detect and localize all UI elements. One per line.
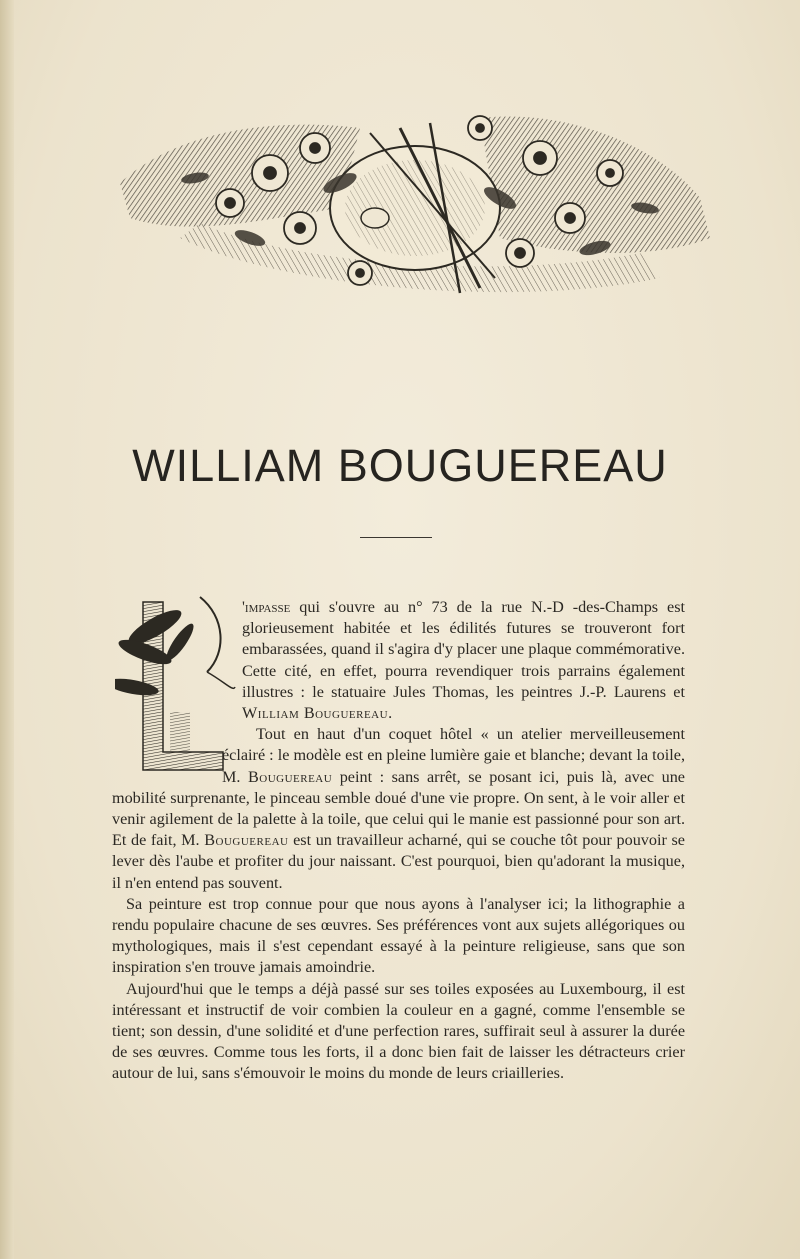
paragraph-1: 'impasse qui s'ouvre au n° 73 de la rue N.-D -des-Champs est glorieusement habitée et les édilités futures se trouveront fort embarassées, quand il s'agira d'y placer une plaque commémorative. Cette cité, en effet, pourra revendiquer trois parrains également illustres : le statuaire Jules Thomas, les peintres J.-P. Laurens et William Bouguereau. — [242, 598, 685, 723]
artist-name: William Bouguereau — [242, 704, 389, 723]
title-divider — [360, 537, 432, 538]
opening-word: 'impasse — [242, 598, 291, 616]
paragraph-4: Aujourd'hui que le temps a déjà passé sur ses toiles exposées au Luxembourg, il est intéressant et instructif de voir combien la couleur en a gagné, comme l'ensemble se tient; son dessin, d'une solidité et d'une perfection rares, suffirait seul à assurer la durée de ses œuvres. Comme tous les forts, il a donc bien fait de laisser les détracteurs crier autour de lui, sans s'émouvoir le moins du monde de leurs criailleries. — [112, 979, 685, 1083]
book-spine-shadow — [0, 0, 14, 1259]
article-body — [112, 597, 685, 1085]
artist-name: Bouguereau — [204, 831, 289, 850]
page-title: WILLIAM BOUGUEREAU — [132, 440, 668, 491]
floral-palette-vignette-icon — [100, 88, 730, 318]
paragraph-3: Sa peinture est trop connue pour que nous ayons à l'analyser ici; la lithographie a rendu populaire chacune de ses œuvres. Ses préférences vont aux sujets allégoriques ou mythologiques, mais il s'est cependant essayé à la peinture religieuse, sans que son inspiration s'en trouve jamais amoindrie. — [112, 894, 685, 977]
paragraph-2: Tout en haut d'un coquet hôtel « un atelier merveilleusement éclairé : le modèle est en pleine lumière gaie et blanche; devant la toile, M. Bouguereau peint : sans arrêt, se posant ici, puis là, avec une mobilité surprenante, le pinceau semble doué d'une vie propre. On sent, à le voir aller et venir agilement de la palette à la toile, que celui qui le manie est passionné pour son art. Et de fait, M. Bouguereau est un travailleur acharné, qui se couche tôt pour pouvoir se lever dès l'aube et profiter du jour naissant. C'est pourquoi, bien qu'adorant la musique, il n'en entend pas souvent. — [112, 725, 685, 892]
artist-name: Bouguereau — [247, 767, 333, 786]
